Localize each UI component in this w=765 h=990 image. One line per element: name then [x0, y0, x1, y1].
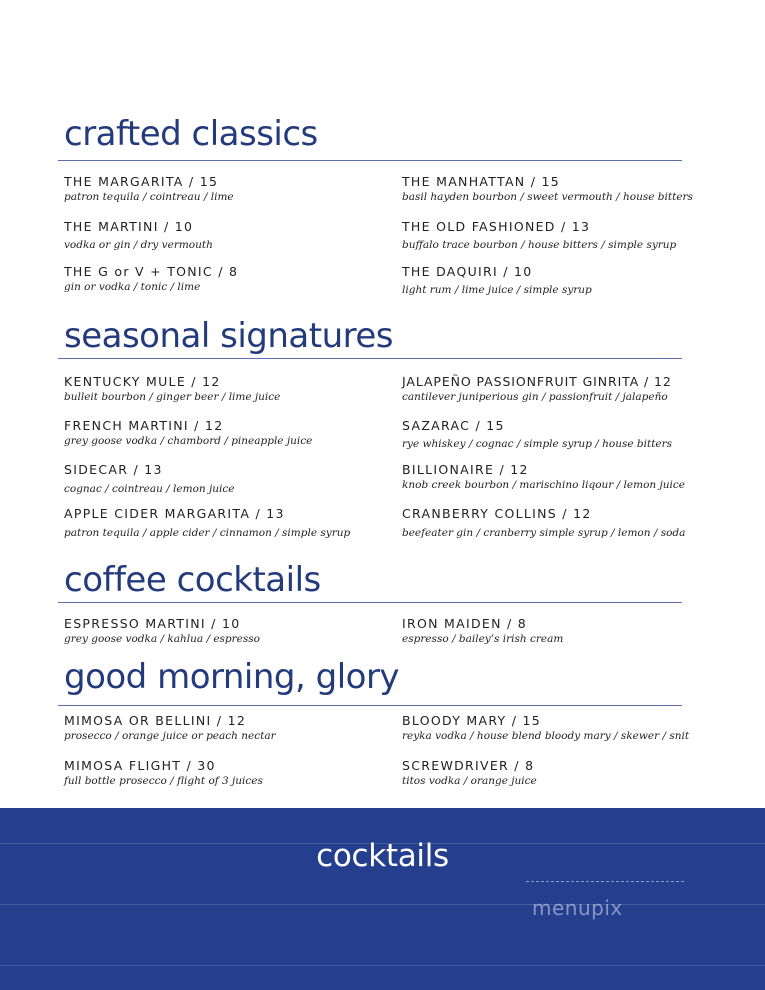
- menu-item: [402, 758, 702, 788]
- section-divider: [58, 160, 682, 161]
- item-name: CRANBERRY COLLINS / 12: [402, 506, 592, 521]
- item-name: ESPRESSO MARTINI / 10: [64, 616, 241, 631]
- section-title: crafted classics: [64, 114, 318, 154]
- menu-item: [64, 713, 394, 743]
- item-name: SCREWDRIVER / 8: [402, 758, 535, 773]
- item-name: THE MARGARITA / 15: [64, 174, 219, 189]
- menu-item: [64, 758, 394, 788]
- watermark-logo: [526, 881, 684, 938]
- menu-item: [402, 374, 702, 404]
- item-name: IRON MAIDEN / 8: [402, 616, 528, 631]
- menu-item: [402, 174, 702, 204]
- item-description: grey goose vodka / chambord / pineapple juice: [64, 435, 313, 447]
- item-name: JALAPEÑO PASSIONFRUIT GINRITA / 12: [402, 374, 672, 389]
- item-name: THE G or V + TONIC / 8: [64, 264, 239, 279]
- item-description: gin or vodka / tonic / lime: [64, 281, 201, 293]
- menu-item: [64, 174, 394, 204]
- item-description: cantilever juniperious gin / passionfruit / jalapeño: [402, 391, 668, 403]
- item-name: BLOODY MARY / 15: [402, 713, 542, 728]
- menu-item: [402, 462, 702, 492]
- footer-title: cocktails: [316, 838, 449, 874]
- item-name: MIMOSA OR BELLINI / 12: [64, 713, 247, 728]
- menu-item: [402, 616, 702, 646]
- menu-item: [402, 219, 702, 252]
- item-description: espresso / bailey’s irish cream: [402, 633, 564, 645]
- menu-item: [64, 462, 394, 496]
- item-description: light rum / lime juice / simple syrup: [402, 284, 592, 296]
- section-divider: [58, 705, 682, 706]
- item-description: rye whiskey / cognac / simple syrup / house bitters: [402, 438, 673, 450]
- menu-item: [64, 506, 394, 540]
- item-name: THE MARTINI / 10: [64, 219, 194, 234]
- footer-banner: [0, 808, 765, 990]
- item-description: vodka or gin / dry vermouth: [64, 239, 213, 251]
- section-divider: [58, 602, 682, 603]
- item-description: titos vodka / orange juice: [402, 775, 537, 787]
- item-description: grey goose vodka / kahlua / espresso: [64, 633, 260, 645]
- item-name: SAZARAC / 15: [402, 418, 505, 433]
- item-description: prosecco / orange juice or peach nectar: [64, 730, 276, 742]
- menu-item: [64, 616, 394, 646]
- item-name: SIDECAR / 13: [64, 462, 163, 477]
- item-name: MIMOSA FLIGHT / 30: [64, 758, 216, 773]
- item-name: THE DAQUIRI / 10: [402, 264, 533, 279]
- watermark-text: menupix: [532, 896, 623, 920]
- item-description: buffalo trace bourbon / house bitters / simple syrup: [402, 239, 677, 251]
- menu-item: [64, 374, 394, 404]
- menu-item: [402, 418, 702, 451]
- item-description: full bottle prosecco / flight of 3 juices: [64, 775, 263, 787]
- section-title: coffee cocktails: [64, 560, 321, 600]
- item-description: cognac / cointreau / lemon juice: [64, 483, 235, 495]
- item-description: basil hayden bourbon / sweet vermouth / house bitters: [402, 191, 693, 203]
- footer-stripe: [0, 965, 765, 966]
- item-name: FRENCH MARTINI / 12: [64, 418, 224, 433]
- menu-item: [64, 264, 394, 294]
- item-description: patron tequila / apple cider / cinnamon / simple syrup: [64, 527, 351, 539]
- menu-item: [402, 506, 702, 540]
- item-description: beefeater gin / cranberry simple syrup / lemon / soda: [402, 527, 686, 539]
- item-name: APPLE CIDER MARGARITA / 13: [64, 506, 285, 521]
- item-description: bulleit bourbon / ginger beer / lime juice: [64, 391, 281, 403]
- item-name: THE MANHATTAN / 15: [402, 174, 561, 189]
- item-name: THE OLD FASHIONED / 13: [402, 219, 591, 234]
- item-name: BILLIONAIRE / 12: [402, 462, 529, 477]
- item-description: reyka vodka / house blend bloody mary / skewer / snit: [402, 730, 690, 742]
- section-divider: [58, 358, 682, 359]
- item-description: patron tequila / cointreau / lime: [64, 191, 234, 203]
- menu-item: [402, 713, 702, 743]
- menu-item: [64, 219, 394, 252]
- section-title: seasonal signatures: [64, 316, 393, 356]
- menu-item: [64, 418, 394, 448]
- menu-item: [402, 264, 702, 297]
- item-name: KENTUCKY MULE / 12: [64, 374, 221, 389]
- item-description: knob creek bourbon / marischino liqour / lemon juice: [402, 479, 685, 491]
- section-title: good morning, glory: [64, 657, 400, 697]
